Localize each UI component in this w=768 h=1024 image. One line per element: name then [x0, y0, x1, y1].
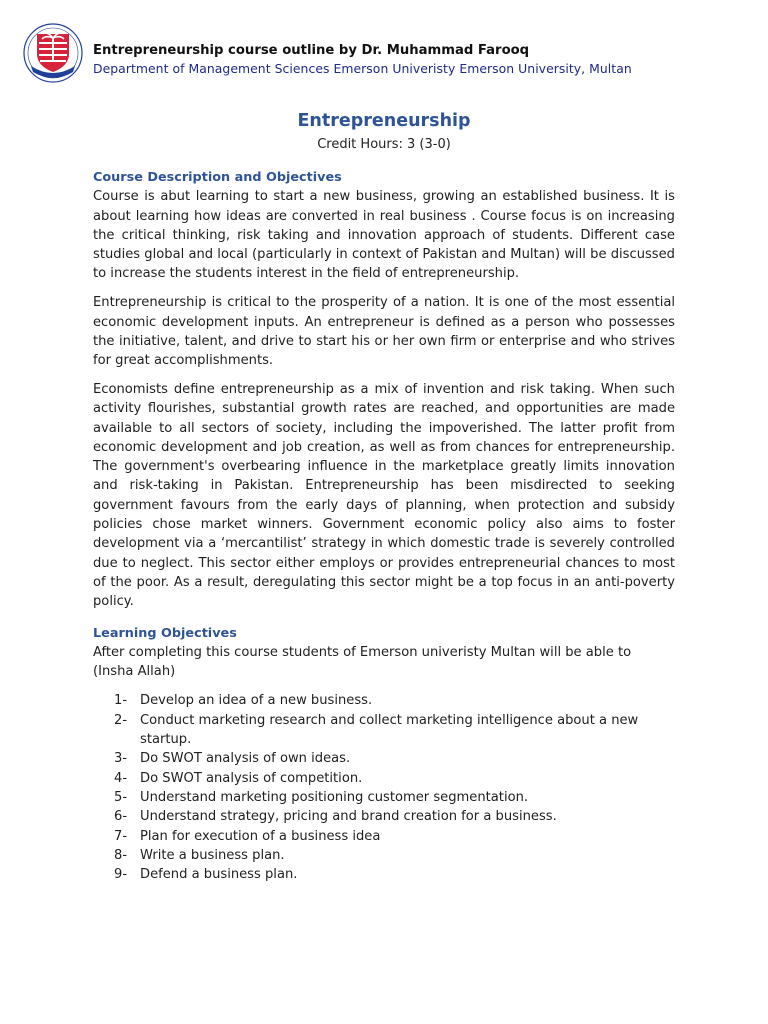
list-item	[93, 788, 675, 807]
list-item-text: Conduct marketing research and collect marketing intelligence about a new startup.	[140, 712, 639, 748]
list-item	[93, 691, 675, 710]
document-header	[93, 42, 753, 78]
paragraph: Entrepreneurship is critical to the prosperity of a nation. It is one of the most essential economic development inputs. An entrepreneur is defined as a person who possesses the initiative, talent, and drive to start his or her own firm or enterprise and who strives for great accomplishments.	[93, 295, 675, 369]
list-item-text: Understand marketing positioning customer segmentation.	[140, 789, 529, 805]
list-item	[93, 865, 675, 884]
list-item-text: Defend a business plan.	[140, 867, 298, 883]
header-subtitle: Department of Management Sciences Emerson Univeristy Emerson University, Multan	[93, 61, 632, 76]
university-logo-icon	[22, 22, 84, 84]
list-item-number: 9-	[114, 867, 128, 883]
list-item-text: Write a business plan.	[140, 847, 285, 863]
list-item-number: 5-	[114, 789, 128, 805]
credit-hours: Credit Hours: 3 (3-0)	[317, 137, 451, 152]
objectives-list	[93, 691, 675, 884]
list-item	[93, 827, 675, 846]
objectives-intro: After completing this course students of Emerson univeristy Multan will be able to (Insha Allah)	[93, 644, 632, 680]
list-item-number: 6-	[114, 809, 128, 825]
list-item-number: 1-	[114, 693, 128, 709]
list-item-text: Do SWOT analysis of competition.	[140, 770, 363, 786]
list-item-number: 3-	[114, 751, 128, 767]
header-title: Entrepreneurship course outline by Dr. Muhammad Farooq	[93, 43, 530, 58]
list-item-number: 2-	[114, 712, 128, 728]
section-heading-course-description: Course Description and Objectives	[93, 170, 342, 185]
list-item-text: Understand strategy, pricing and brand creation for a business.	[140, 809, 557, 825]
list-item-text: Do SWOT analysis of own ideas.	[140, 751, 351, 767]
paragraph: Economists define entrepreneurship as a mix of invention and risk taking. When such activity flourishes, substantial growth rates are reached, and opportunities are made available to all sectors of society, including the impoverished. The latter profit from economic development and job creation, as well as from chances for entrepreneurship. The government's overbearing influence in the marketplace greatly limits innovation and risk-taking in Pakistan. Entrepreneurship has been misdirected to seeking government favours from the early days of planning, when protection and subsidy policies chose market winners. Government economic policy also aims to foster development via a ‘mercantilist’ strategy in which domestic trade is severely controlled due to neglect. This sector either employs or provides entrepreneurial chances to most of the poor. As a result, deregulating this sector might be a top focus in an anti-poverty policy.	[93, 381, 675, 610]
list-item-number: 4-	[114, 770, 128, 786]
list-item-number: 7-	[114, 828, 128, 844]
list-item	[93, 846, 675, 865]
section-heading-learning-objectives: Learning Objectives	[93, 625, 237, 641]
paragraph: Course is abut learning to start a new business, growing an established business. It is about learning how ideas are converted in real business . Course focus is on increasing the critical thinking, risk taking and innovation approach of students. Different case studies global and local (particularly in context of Pakistan and Multan) will be discussed to increase the students interest in the field of entrepreneurship.	[93, 189, 675, 282]
list-item-text: Plan for execution of a business idea	[140, 828, 381, 844]
list-item-text: Develop an idea of a new business.	[140, 693, 373, 709]
list-item	[93, 807, 675, 826]
list-item-number: 8-	[114, 847, 128, 863]
document-body	[93, 168, 675, 884]
list-item	[93, 749, 675, 768]
document-title: Entrepreneurship	[297, 111, 471, 131]
list-item	[93, 769, 675, 788]
list-item	[93, 711, 675, 750]
